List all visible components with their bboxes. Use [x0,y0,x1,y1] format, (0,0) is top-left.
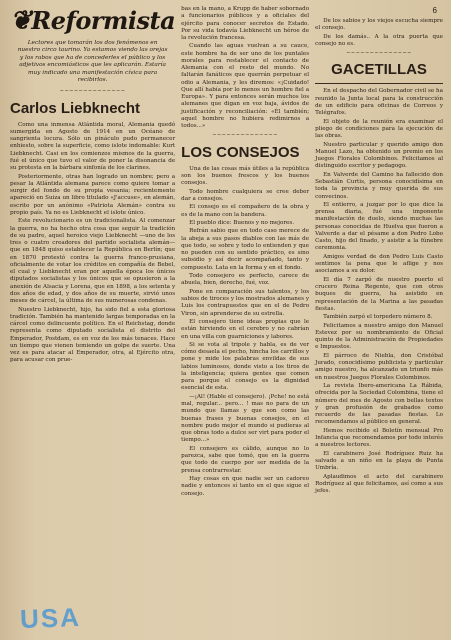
article-paragraph: Pone en comparación sus talentos, y los sabios de tiroces y los mostrados alemanes y Luis los contrapuestos que en el de Pedro Viron, sin aprenderse de su estrella. [181,288,310,317]
masthead-flourish-icon: ❦ [10,6,32,36]
article-paragraph: El entierro, a juzgar por lo que dice la prensa diaria, fué una imponente manifestación de duelo, siendo muchas las personas conocidas de Huelva que fueron a Valverde a dar el pésame a don Pedro Lobo Casto, hijo del finado, y asistir a la fúnebre ceremonia. [315,201,443,252]
article-paragraph: El párroco de Niebla, don Cristóbal Jurado, conocidísimo publicista y particular amigo nuestro, ha alcanzado un triunfo más en nuestros Juegos Florales Colombinos. [315,352,443,381]
article-paragraph: También zarpó el torpedero número 8. [323,314,433,321]
article-paragraph: Todo hombre cualquiera se cree deber dar a consejos. [181,188,310,202]
article-paragraph: El carabinero José Rodríguez Ruiz ha salvado a un niño en la playa de Punta Umbría. [315,450,443,472]
intro-text: Lectores que tomarán los dos fenómenos en nuestro circo taurino. Ya estamos viendo las orejas y los rabos que ha de concederles el público y los adjetivos encomiásticos que les aplicarán. Estaría muy indicado una manifestación cívica para recibirlos. [17,40,168,84]
article-paragraph: Felicitamos a nuestro amigo don Manuel Estevez por su nombramiento de Oficial quinto de la Administración de Propiedades e Impuestos. [315,322,443,351]
article-paragraph: Este revolucionario es un tradicionalista. Al comenzar la guerra, no ha hecho otra cosa que seguir la tradición de su padre, aquel heroico viejo Liebknecht —uno de los tres o cuatro creadores del partido socialista alemán— que en 1848 quiso establecer la República en Berlín; que en 1870 protestó contra la guerra franco-prusiana, oficialmente de votar los créditos en compañía de Bebel, el cual y Liebknecht eran por aquella época los únicos diputados socialistas y los únicos que se opusieron a la anexión de Alsacia y Lorena, que en 1898, a los setenta y dos años de edad, y dos años de su muerte, sirvió unos meses de cárcel, la última de sus numerosas condenas. [10,218,176,305]
article-paragraph: El día 7 zarpó de nuestro puerto el crucero Reina Regente, que con otros buques de guerra, ha asistido en representación de la Marina a las pasadas fiestas. [315,276,443,312]
article-paragraph: Hemos recibido el Boletín mensual Pro Infancia que recomendamos por todo interés a nuestros lectores. [315,427,443,449]
separator: ~~~~~~~~~~~~~~ [59,88,126,95]
article-paragraph: Si se vota al tripole y habla, es de ver cómo desaela el pecho, hincha los carrillos y pone y mide los palabras envildas de sus labios luminosos, donde visto a los tiros de la inteligencia; quiera gentes que comen para porque el consejo es la dignidad esencial de esta. [181,341,310,392]
article-paragraph: Cuando las aguas vuelvan a su cauce, este hombre ha de ser uno de los puntales morales para restablecer el contacto de Alemania con el resto del mundo. No faltarán fanáticos que querrán perpetuar el odio a Alemania, y les diremos: «¡Cuidado! Que allí había por lo menos un hombre fiel a Europa». Y para entonces serán muchos los alemanes que digan en voz baja, ávidos de justificación y reconciliación: «Él también; aquel hombre no hubiera redimirnos a todos...» [181,43,310,130]
article-paragraph: bas en la mano, a Krupp de haber sobornado a funcionarios públicos y a oficiales del ejército para conocer secretos de Estado. Por su vida todavía Liebknecht un héroe de la revolución francesa. [181,6,310,41]
column-1 [10,6,175,634]
article-paragraph: Posteriormente, otras han logrado un nombre; pero a pesar la Atlántida alemana parece como quiere tomar a surgir del fondo de su propia vesania; recientemente apareció en Suiza un libro titulado «J'accuse», en alemán, escrito por un anónimo «Patriota Alemán» contra su propio país. Ya no es Liebknecht el islote único. [10,173,176,216]
separator: ~~~~~~~~~~~~~~ [212,132,278,139]
separator: ~~~~~~~~~~~~~~ [346,50,412,57]
article-paragraph: Nuestro Liebknecht, hijo, ha sido fiel a esta gloriosa tradición. También ha mantenido largas temporadas en la cárcel como delincuente político. En el Reichstag, donde representa como diputado socialista el distrito del Emperador, Postdam, es en voz de los más tenaces. Hace un tiempo que vienen temiendo un golpe de suerte. Una vez es para atacar al Emperador, otra, al Ejército otra, para acusar con prue- [10,306,176,364]
article-paragraph: Nuestro particular y querido amigo don Manuel Lazo, ha obtenido un premio en los Juegos Florales Colombinos. Felicitamos al distinguido escritor y pedagogo. [315,141,443,170]
library-stamp: USA [19,601,82,635]
article-heading-liebknecht: Carlos Liebknecht [10,99,141,117]
column-2 [181,6,309,634]
article-paragraph: El objeto de la reunión era examinar el pliego de condiciones para la ejecución de las obras. [315,118,443,140]
page-number: 6 [432,6,437,15]
article-paragraph: Refrán sabio que en todo caso merece de la abeja a sus pasos diablos con las más de que todo, se sobre y todo lo entienden y que no pueden con su sentido práctico, es sino subsidio y así decir acompañado, tanto y compuesto. Lata en la forma y en el fondo. [181,228,310,271]
article-paragraph: Como una inmensa Atlántida moral, Alemania quedó sumergida en Agosto de 1914 en un Océano de sangrienta locura. Sólo un pináculo pudo permanecer enhiesto, sobre la superficie, como islote indomable: Kurt Liebknecht. Casi en los comienzos mismos de la guerra, fué el único que tuvo el valor de poner la disonancia de su protesta en la bárbara sinfonía de los clarines. [10,121,176,172]
article-paragraph: De los damás.. A la otra puerta que consejo no es. [315,33,443,47]
article-heading-gacetillas: GACETILLAS [331,61,427,79]
article-paragraph: Hay cosas en que nadie ser un cadoreo nadie y entonces sí tanto en el que sigue el consejo. [181,476,310,497]
article-paragraph: El pueblo dice: Buenos y no mejores. [189,220,294,226]
article-paragraph: En el despacho del Gobernador civil se ha reunido la Junta local para la construcción de un edificio para oficinas de Correos y Telégrafos. [315,88,443,117]
article-paragraph: La revista Ibero-americana La Rábida, ofrecida por la Sociedad Colombina, tiene el número del mes de Agosto con bellas textos y gran profusión de grabados como recuerdo de las pasadas fiestas. Lo recomendamos al público en general. [315,383,443,426]
column-3 [315,6,443,634]
article-paragraph: En Valverde del Camino ha fallecido don Sebastián Curtis, persona conocidísima en toda la provincia y muy querida de sus convecinos. [315,171,443,200]
article-paragraph: El consejero es cálido, aunque no lo parezca, sabe que tomó, que en la guerra que todo de cuerpo por ser medida de la prensa contrarrestar. [181,445,310,474]
article-paragraph: El consejero tiene ideas propias que le están hirviendo en el cerebro y no cabrían en una villa con guarniciones y labores. [181,319,310,340]
article-paragraph: De los sabios y los viejos escucha siempre el consejo. [315,18,443,32]
article-paragraph: Todo consejero es perfecto, carece de abuela, bien, derecho, fué, voz. [181,273,310,287]
masthead-title: ❦Reformista [10,6,176,36]
divider [315,83,443,84]
article-paragraph: Una de las cosas más útiles a la república son los buenos frescos y los buenos consejos. [181,165,310,187]
article-heading-consejos: LOS CONSEJOS [181,143,300,161]
article-paragraph: El consejo es el compañero de la obra y es de la mano con la bandera. [181,204,310,218]
article-paragraph: Amigos verdad de don Pedro Luis Casto sentimos la pena que le aflige y nos asociamos a su dolor. [315,253,443,275]
article-paragraph: Aplaudimos el acto del carabinero Rodríguez al que felicitamos, así como a sus jefes. [315,473,443,495]
article-paragraph: —¡Al! (Hable el consejero). ¡Pche! no está mal, regular... pero... ! mas no para de un mundo que llamas y que son como las buenas frases y buenas consejos, en el nombre pudo mejor el mundo si pudieras al que obras todo a dulce ser virt para poder el tiempo...» [181,393,310,444]
